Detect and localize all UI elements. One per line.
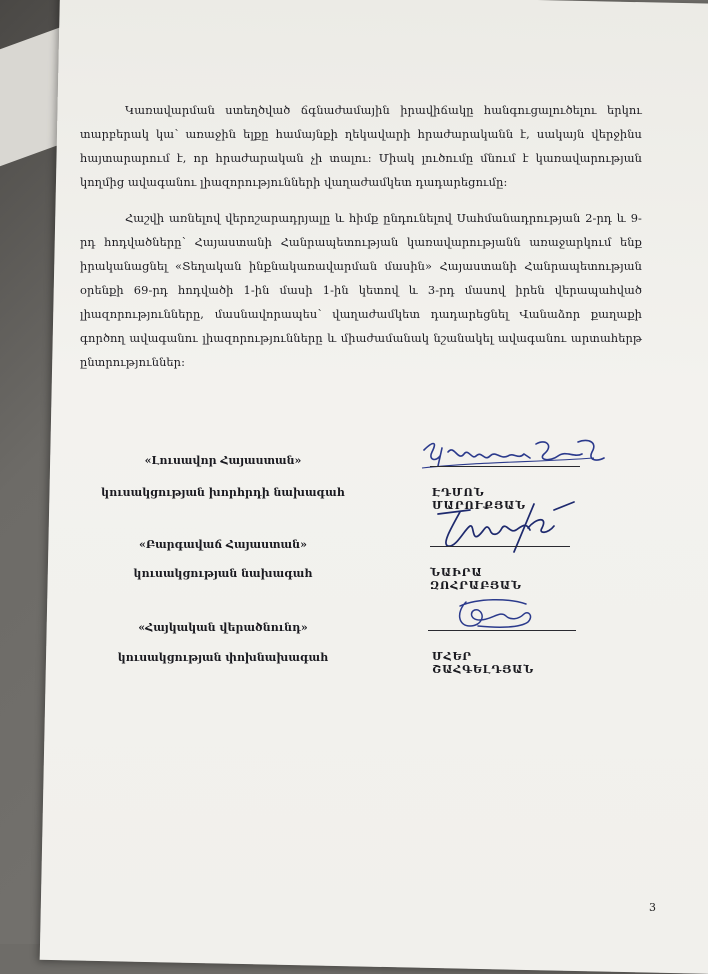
party-role-1: կուսակցության խորհրդի նախագահ (101, 486, 345, 499)
handwritten-signature-1 (418, 432, 608, 476)
signature-line-1 (430, 466, 580, 467)
signature-line-3 (428, 630, 576, 631)
party-role-2: կուսակցության նախագահ (133, 567, 313, 580)
party-role-3: կուսակցության փոխնախագահ (117, 651, 329, 664)
signer-name-1: ԷԴՄՈՆ ՄԱՐՈՒՔՅԱՆ (432, 486, 526, 512)
handwritten-signature-2 (430, 500, 580, 556)
page-number: 3 (649, 901, 656, 914)
body-paragraph-2: Հաշվի առնելով վերոշարադրյալը և հիմք ընդունելով Սահմանադրության 2-րդ և 9-րդ հոդվածները՝ Հայաստանի Հանրապետության կառավարությանն առաջարկում ենք իրականացնել «Տեղական ինքնակառավարման մասին» Հայաստանի Հանրապետության օրենքի 69-րդ հոդվածի 1-ին մասի 1-ին կետով և 3-րդ մասով իրեն վերապահված լիազորությունները, մասնավորապես՝ վաղաժամկետ դադարեցնել Վանաձոր քաղաքի գործող ավագանու լիազորությունները և միաժամանակ նշանակել ավագանու արտահերթ ընտրություններ: (80, 211, 642, 369)
signer-name-3: ՄՀԵՐ ՇԱՀԳԵԼԴՅԱՆ (432, 650, 535, 676)
handwritten-signature-3 (448, 596, 538, 634)
party-name-3: «Հայկական վերածնունդ» (138, 621, 308, 634)
party-name-1: «Լուսավոր Հայաստան» (144, 454, 302, 467)
signature-line-2 (430, 546, 570, 547)
signer-name-2: ՆԱԻՐԱ ԶՈՀՐԱԲՅԱՆ (430, 566, 522, 592)
body-paragraph-1: Կառավարման ստեղծված ճգնաժամային իրավիճակը հանգուցալուծելու երկու տարբերակ կա՝ առաջին ելքը համայնքի ղեկավարի հրաժարականն է, սակայն վերջինս հայտարարում է, որ հրաժարական չի տալու: Միակ լուծումը մնում է կառավարության կողմից ավագանու լիազորությունների վաղաժամկետ դադարեցումը: (80, 103, 642, 189)
party-name-2: «Բարգավաճ Հայաստան» (139, 538, 307, 551)
